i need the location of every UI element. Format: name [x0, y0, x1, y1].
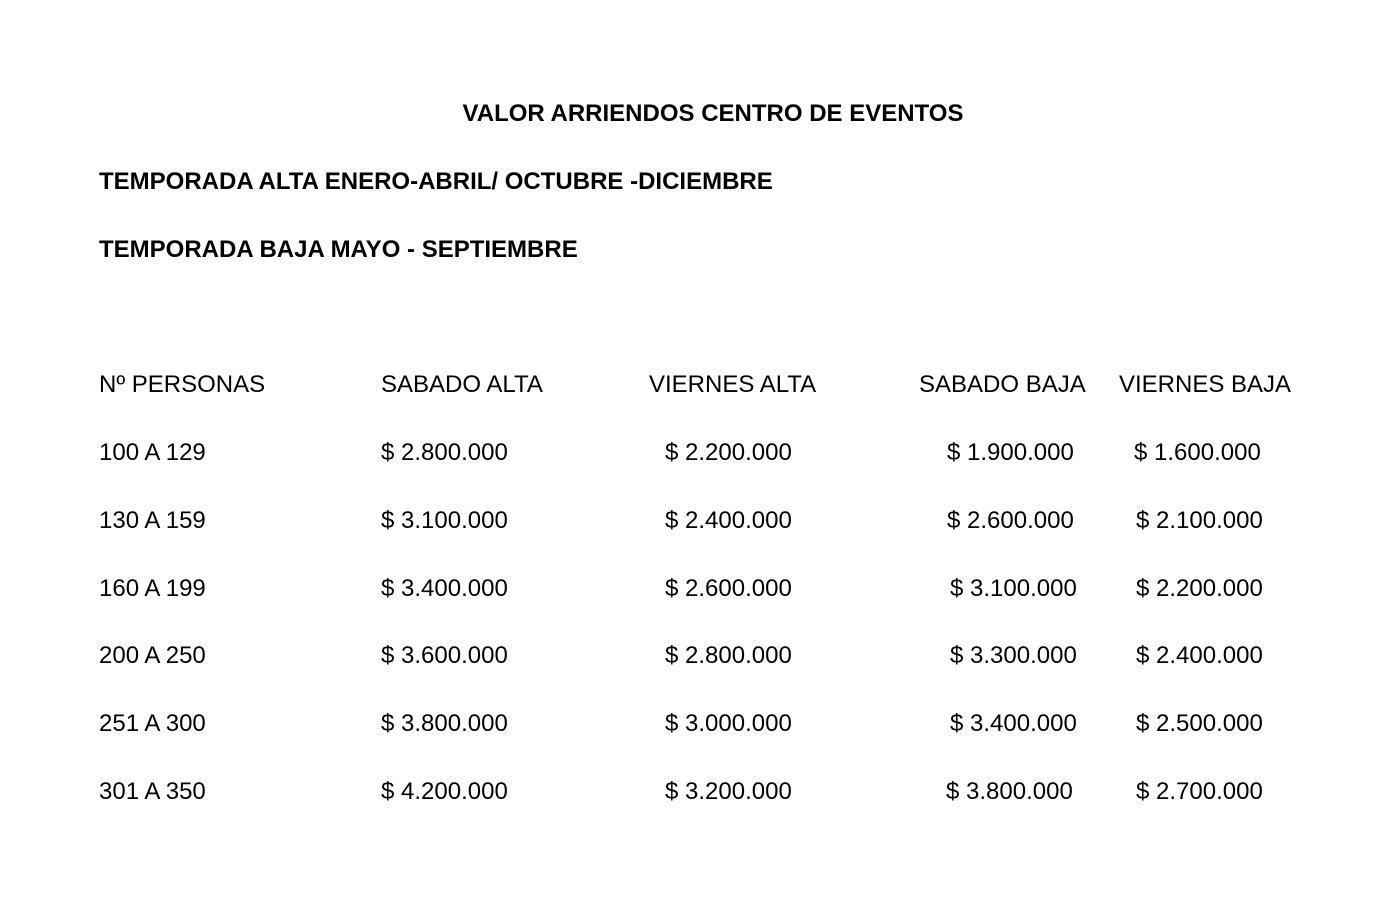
cell-sabado-baja: $ 3.300.000 [950, 642, 1077, 669]
cell-personas: 130 A 159 [99, 507, 206, 534]
cell-sabado-baja: $ 1.900.000 [947, 439, 1074, 466]
season-alta-label: TEMPORADA ALTA ENERO-ABRIL/ OCTUBRE -DICIEMBRE [99, 168, 773, 195]
cell-viernes-alta: $ 2.400.000 [665, 507, 792, 534]
cell-personas: 100 A 129 [99, 439, 206, 466]
cell-sabado-baja: $ 3.400.000 [950, 710, 1077, 737]
cell-sabado-alta: $ 3.600.000 [381, 642, 508, 669]
cell-sabado-baja: $ 3.800.000 [946, 778, 1073, 805]
cell-viernes-alta: $ 3.000.000 [665, 710, 792, 737]
cell-viernes-alta: $ 3.200.000 [665, 778, 792, 805]
cell-sabado-baja: $ 3.100.000 [950, 575, 1077, 602]
cell-personas: 251 A 300 [99, 710, 206, 737]
season-baja-label: TEMPORADA BAJA MAYO - SEPTIEMBRE [99, 236, 578, 263]
cell-sabado-alta: $ 3.400.000 [381, 575, 508, 602]
cell-sabado-alta: $ 3.800.000 [381, 710, 508, 737]
cell-viernes-alta: $ 2.200.000 [665, 439, 792, 466]
header-viernes-alta: VIERNES ALTA [649, 371, 817, 398]
header-sabado-baja: SABADO BAJA [919, 371, 1086, 398]
cell-sabado-alta: $ 4.200.000 [381, 778, 508, 805]
header-sabado-alta: SABADO ALTA [381, 371, 543, 398]
cell-viernes-baja: $ 2.700.000 [1136, 778, 1263, 805]
header-viernes-baja: VIERNES BAJA [1119, 371, 1292, 398]
cell-viernes-baja: $ 1.600.000 [1134, 439, 1261, 466]
cell-viernes-baja: $ 2.400.000 [1136, 642, 1263, 669]
page-title: VALOR ARRIENDOS CENTRO DE EVENTOS [462, 100, 964, 127]
cell-sabado-baja: $ 2.600.000 [947, 507, 1074, 534]
cell-viernes-alta: $ 2.600.000 [665, 575, 792, 602]
cell-viernes-alta: $ 2.800.000 [665, 642, 792, 669]
cell-personas: 200 A 250 [99, 642, 206, 669]
header-personas: Nº PERSONAS [99, 371, 266, 398]
cell-viernes-baja: $ 2.500.000 [1136, 710, 1263, 737]
cell-viernes-baja: $ 2.100.000 [1136, 507, 1263, 534]
cell-sabado-alta: $ 2.800.000 [381, 439, 508, 466]
cell-viernes-baja: $ 2.200.000 [1136, 575, 1263, 602]
cell-personas: 301 A 350 [99, 778, 206, 805]
cell-personas: 160 A 199 [99, 575, 206, 602]
cell-sabado-alta: $ 3.100.000 [381, 507, 508, 534]
